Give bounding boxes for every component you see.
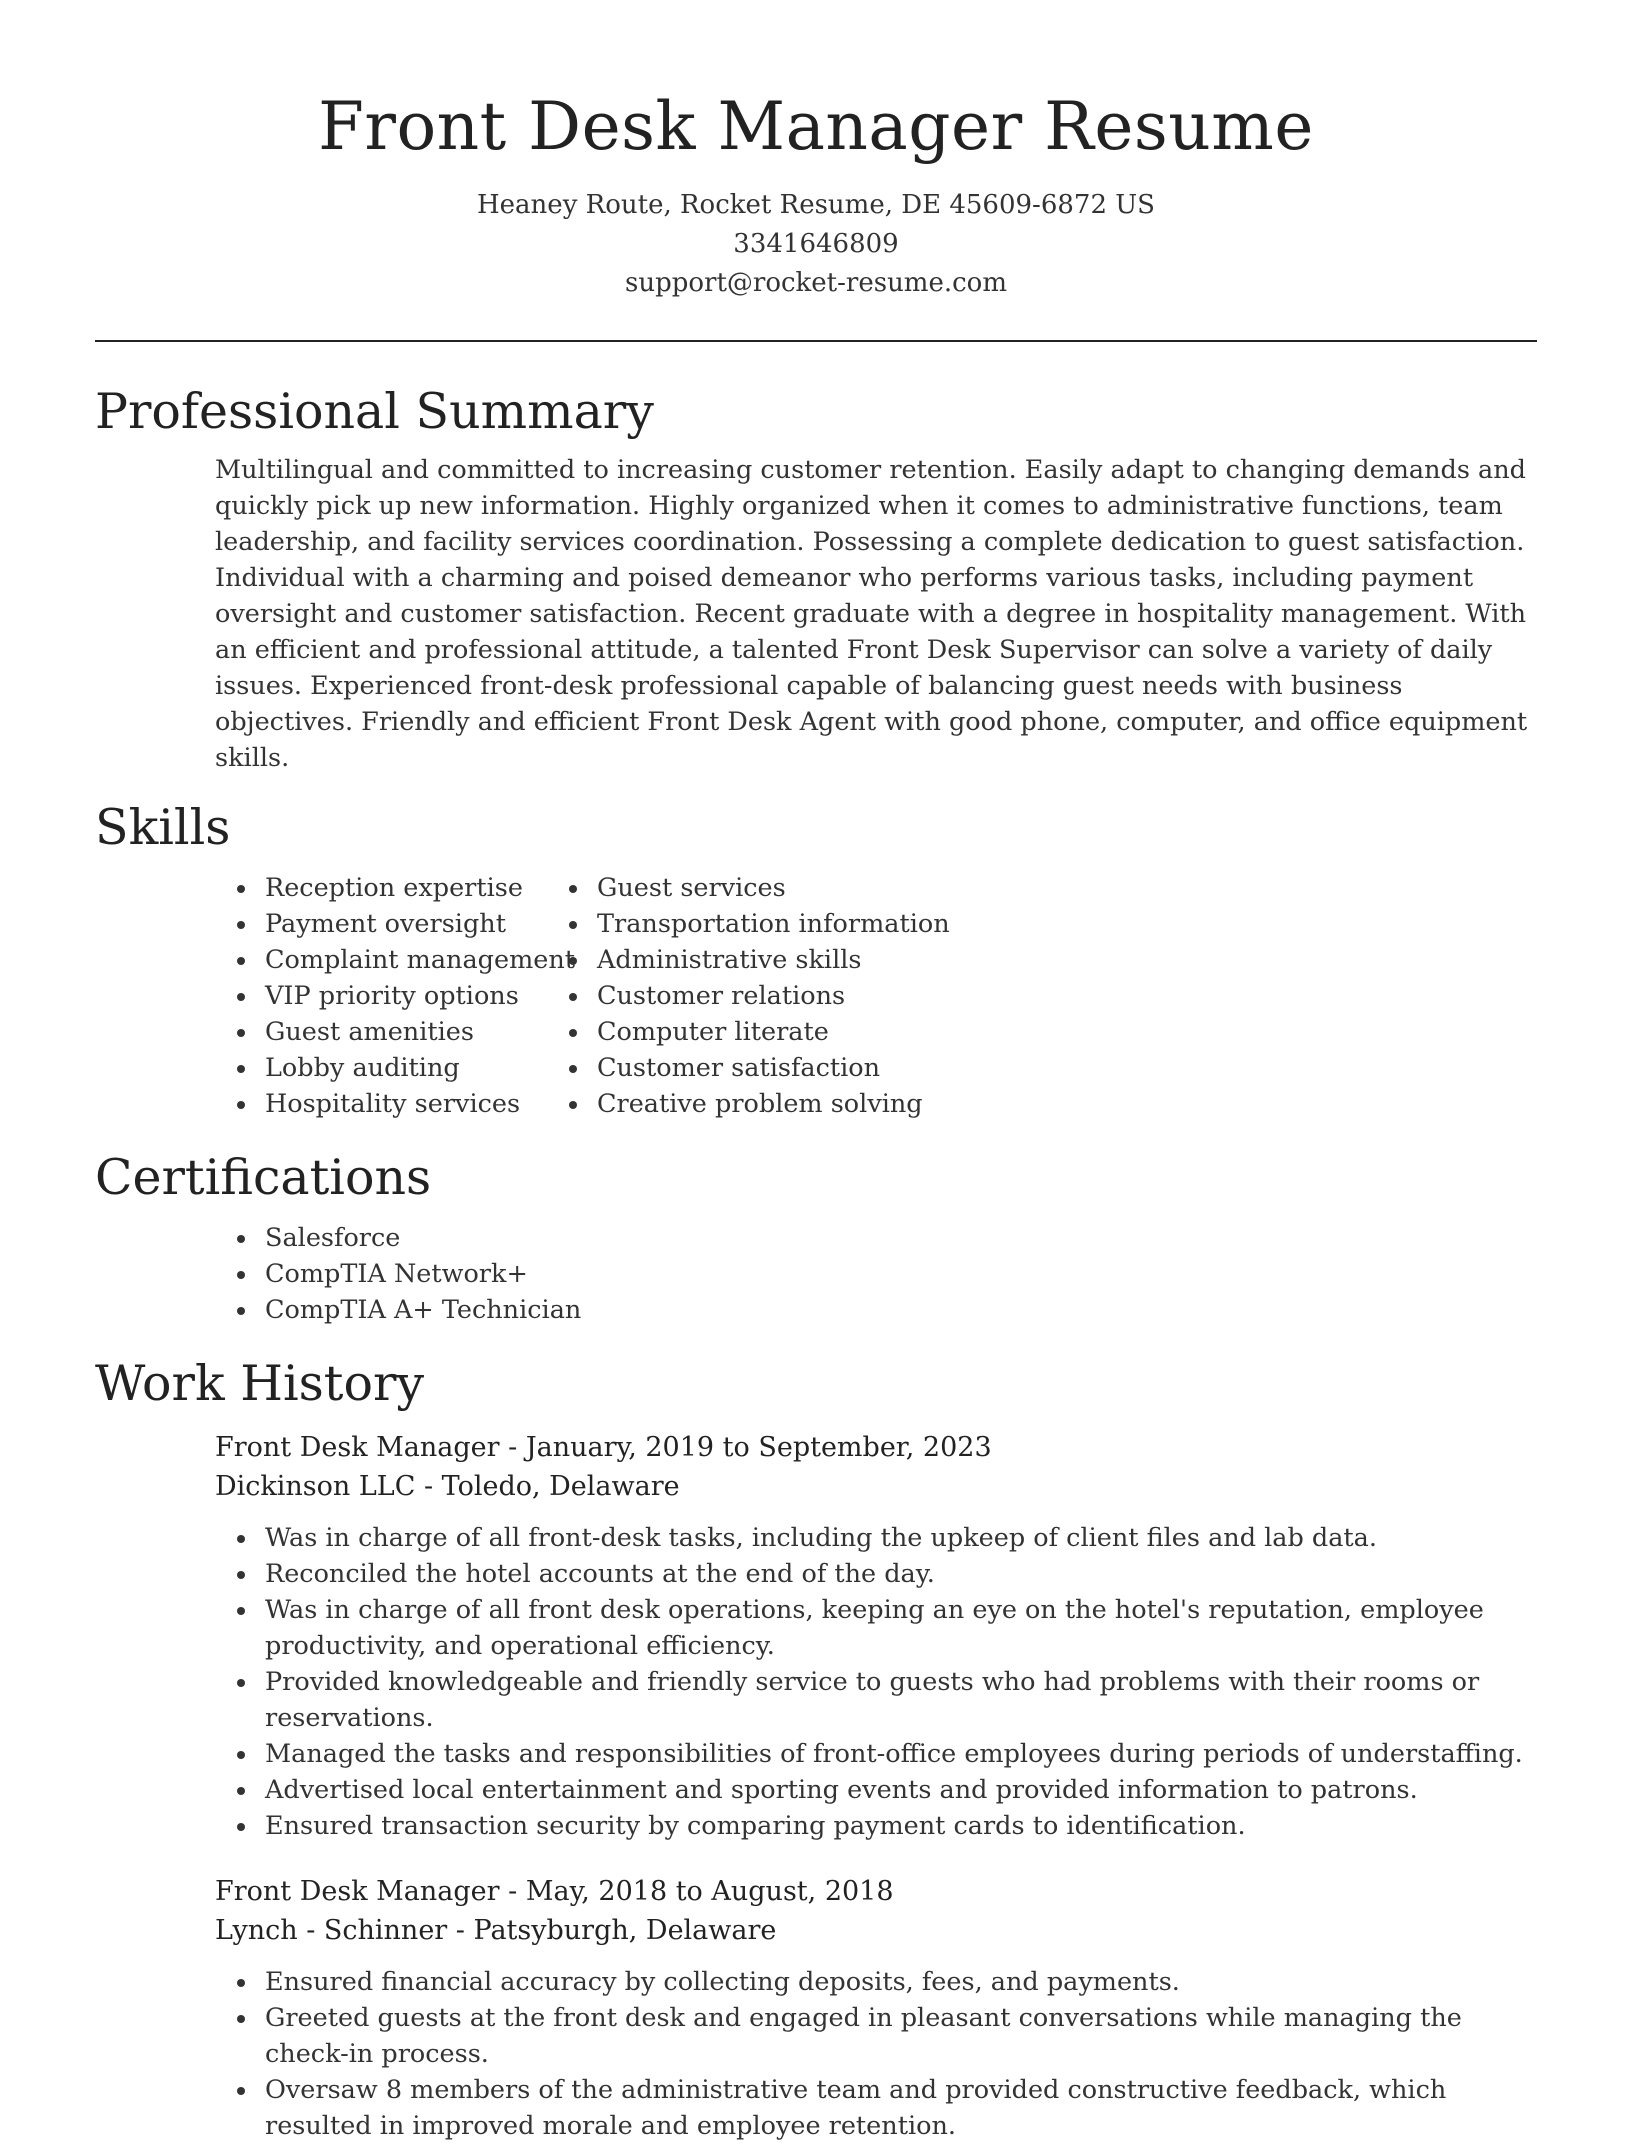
job-bullet: • Managed the tasks and responsibilities of front-office employees during periods of understaffing.	[259, 1736, 1537, 1772]
certification-item: • CompTIA A+ Technician	[259, 1292, 1537, 1328]
address-text: Heaney Route, Rocket Resume, DE 45609-6872 US	[477, 190, 1155, 220]
job-bullet: • Oversaw 8 members of the administrative team and provided constructive feedback, which resulted in improved morale and employee retention.	[259, 2072, 1537, 2144]
job-bullet: • Advertised local entertainment and sporting events and provided information to patrons.	[259, 1772, 1537, 1808]
skills-section	[95, 798, 1537, 1122]
skill-item: • Reception expertise	[259, 870, 745, 906]
job-bullets	[259, 1964, 1537, 2144]
skill-item: • Customer relations	[591, 978, 1241, 1014]
skill-item: • Guest amenities	[259, 1014, 745, 1050]
certifications-heading: Certifications	[95, 1149, 432, 1206]
skill-item: • Transportation information	[591, 906, 1241, 942]
job-bullet: • Greeted guests at the front desk and engaged in pleasant conversations while managing the check-in process.	[259, 2000, 1537, 2072]
job-company-line: Lynch - Schinner - Patsyburgh, Delaware	[215, 1915, 777, 1946]
work-history-heading: Work History	[95, 1355, 425, 1412]
certifications-section	[95, 1148, 1537, 1328]
summary-heading: Professional Summary	[95, 383, 654, 440]
resume-header	[0, 0, 1632, 303]
skill-item: • Guest services	[591, 870, 1241, 906]
job-entry	[215, 1428, 1537, 1844]
job-bullet: • Provided knowledgeable and friendly service to guests who had problems with their rooms or reservations.	[259, 1664, 1537, 1736]
skill-item: • Customer satisfaction	[591, 1050, 1241, 1086]
skill-item: • Creative problem solving	[591, 1086, 1241, 1122]
certifications-list	[259, 1220, 1537, 1328]
skill-item: • Payment oversight	[259, 906, 745, 942]
job-bullet: • Ensured financial accuracy by collecting deposits, fees, and payments.	[259, 1964, 1537, 2000]
job-company-line: Dickinson LLC - Toledo, Delaware	[215, 1471, 680, 1502]
job-entry	[215, 1872, 1537, 2144]
job-bullets-wrap	[215, 1520, 1537, 1844]
skills-columns	[95, 870, 1537, 1122]
certifications-list-wrap	[95, 1220, 1537, 1328]
job-bullets	[259, 1520, 1537, 1844]
skills-heading: Skills	[95, 799, 231, 856]
job-bullets-wrap	[215, 1964, 1537, 2144]
skills-list-right	[591, 870, 1241, 1122]
job-title-line: Front Desk Manager - January, 2019 to September, 2023	[215, 1432, 992, 1463]
phone-text: 3341646809	[733, 229, 899, 259]
skill-item: • Computer literate	[591, 1014, 1241, 1050]
skill-item: • Administrative skills	[591, 942, 1241, 978]
job-bullet: • Was in charge of all front-desk tasks, including the upkeep of client files and lab data.	[259, 1520, 1537, 1556]
certification-item: • CompTIA Network+	[259, 1256, 1537, 1292]
contact-block	[0, 186, 1632, 303]
job-bullet: • Ensured transaction security by comparing payment cards to identification.	[259, 1808, 1537, 1844]
job-bullet: • Reconciled the hotel accounts at the end of the day.	[259, 1556, 1537, 1592]
skill-item: • Hospitality services	[259, 1086, 745, 1122]
header-divider	[95, 340, 1537, 342]
job-bullet: • Was in charge of all front desk operations, keeping an eye on the hotel's reputation, employee productivity, and operational efficiency.	[259, 1592, 1537, 1664]
skills-column-right	[591, 870, 1241, 1122]
email-text: support@rocket-resume.com	[624, 268, 1007, 298]
summary-section	[95, 382, 1537, 776]
job-title-line: Front Desk Manager - May, 2018 to August, 2018	[215, 1876, 894, 1907]
skill-item: • Complaint management	[259, 942, 745, 978]
work-history-section	[95, 1354, 1537, 2144]
resume-title: Front Desk Manager Resume	[318, 88, 1314, 165]
certification-item: • Salesforce	[259, 1220, 1537, 1256]
skill-item: • VIP priority options	[259, 978, 745, 1014]
summary-paragraph: Multilingual and committed to increasing customer retention. Easily adapt to changing demands and quickly pick up new information. Highly organized when it comes to administrative functions, team leadership, and facility services coordination. Possessing a complete dedication to guest satisfaction. Individual with a charming and poised demeanor who performs various tasks, including payment oversight and customer satisfaction. Recent graduate with a degree in hospitality management. With an efficient and professional attitude, a talented Front Desk Supervisor can solve a variety of daily issues. Experienced front-desk professional capable of balancing guest needs with business objectives. Friendly and efficient Front Desk Agent with good phone, computer, and office equipment skills.	[215, 455, 1528, 773]
skill-item: • Lobby auditing	[259, 1050, 745, 1086]
